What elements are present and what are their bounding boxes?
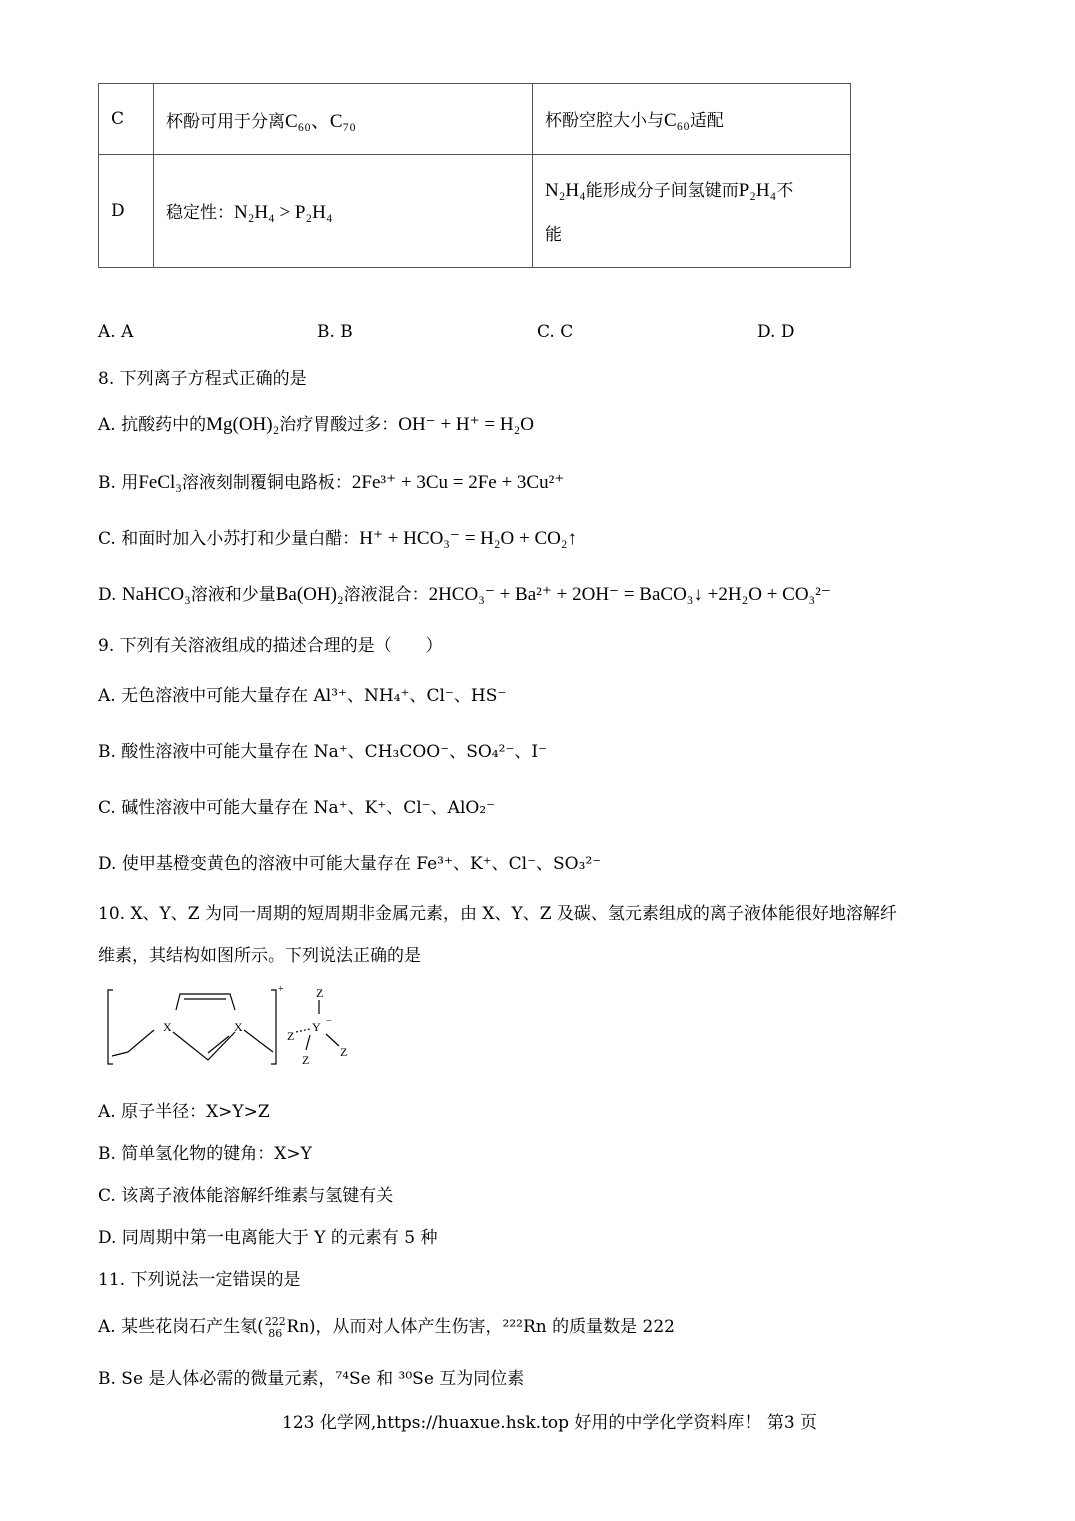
q8-option-d (98, 580, 831, 606)
reason-chem: C₆₀ (664, 110, 690, 131)
q10-option-a: A. 原子半径：X>Y>Z (98, 1102, 270, 1122)
text: )，从而对人体产生伤害，²²²Rn 的质量数是 222 (308, 1317, 675, 1337)
option-c: C. C (537, 322, 574, 342)
q10-option-b: B. 简单氢化物的键角：X>Y (98, 1144, 312, 1164)
option-d: D. D (757, 322, 795, 342)
row-label: D (99, 155, 154, 268)
q8-option-a (98, 410, 534, 436)
chem: Ba(OH)₂ (275, 584, 344, 605)
text: D. (98, 585, 117, 605)
text: 溶液和少量 (190, 585, 276, 605)
reason-suffix: 适配 (689, 111, 724, 131)
text: 溶液刻制覆铜电路板： (181, 473, 352, 493)
statement-chem: N₂H₄ > P₂H₄ (234, 202, 333, 223)
atom-y: Y (312, 1020, 321, 1034)
text: B. 用 (98, 473, 139, 493)
atom-z-bottom: Z (302, 1053, 310, 1067)
reason-text: 杯酚空腔大小与 (545, 111, 664, 131)
row-statement (154, 84, 533, 155)
q11-option-a (98, 1312, 675, 1340)
statement-text: 稳定性： (166, 203, 234, 223)
q8-stem: 8. 下列离子方程式正确的是 (98, 369, 307, 389)
chem: Mg(OH)₂ (206, 414, 280, 435)
q9-option-b: B. 酸性溶液中可能大量存在 Na⁺、CH₃COO⁻、SO₄²⁻、I⁻ (98, 742, 548, 762)
text: A. 抗酸药中的 (98, 415, 207, 435)
reason-chem-a: N₂H₄ (545, 180, 586, 201)
equation: OH⁻ + H⁺ = H₂O (398, 414, 534, 435)
statement-chem: C₆₀、C₇₀ (285, 110, 356, 132)
reason-suffix: 不 (776, 181, 794, 201)
statement-text: 杯酚可用于分离 (166, 111, 285, 132)
table-row-c (99, 84, 851, 155)
option-b: B. B (317, 322, 353, 342)
element-symbol: Rn (286, 1316, 309, 1337)
q8-option-b (98, 468, 564, 494)
equation: H⁺ + HCO₃⁻ = H₂O + CO₂↑ (359, 528, 577, 549)
atomic-number: 86 (268, 1326, 283, 1340)
chem: NaHCO₃ (121, 584, 191, 605)
reason-mid: 能形成分子间氢键而 (585, 181, 739, 201)
row-reason (533, 155, 851, 268)
atom-z-top: Z (316, 986, 324, 1000)
q9-stem: 9. 下列有关溶液组成的描述合理的是（ ） (98, 636, 443, 656)
ionic-liquid-structure-figure (98, 982, 368, 1072)
text: 溶液混合： (343, 585, 429, 605)
cation-charge: + (278, 984, 284, 995)
q9-option-d: D. 使甲基橙变黄色的溶液中可能大量存在 Fe³⁺、K⁺、Cl⁻、SO₃²⁻ (98, 854, 602, 874)
q10-stem-line2: 维素，其结构如图所示。下列说法正确的是 (98, 946, 421, 966)
anion-charge: − (326, 1016, 332, 1027)
row-label: C (99, 84, 154, 155)
page-footer: 123 化学网,https://huaxue.hsk.top 好用的中学化学资料库！ 第3 页 (282, 1413, 818, 1433)
q10-option-d: D. 同周期中第一电离能大于 Y 的元素有 5 种 (98, 1228, 438, 1248)
table-row-d (99, 155, 851, 268)
q10-stem-line1: 10. X、Y、Z 为同一周期的短周期非金属元素，由 X、Y、Z 及碳、氢元素组成的离子液体能很好地溶解纤 (98, 904, 897, 924)
q10-option-c: C. 该离子液体能溶解纤维素与氢键有关 (98, 1186, 394, 1206)
row-statement (154, 155, 533, 268)
text: 治疗胃酸过多： (279, 415, 399, 435)
reason-chem-b: P₂H₄ (738, 180, 777, 201)
option-a: A. A (98, 322, 134, 342)
q9-option-c: C. 碱性溶液中可能大量存在 Na⁺、K⁺、Cl⁻、AlO₂⁻ (98, 798, 496, 818)
atom-x-left: X (163, 1020, 172, 1034)
mass-number: 222 (264, 1314, 286, 1328)
atom-z-right: Z (340, 1045, 348, 1059)
atom-z-left: Z (287, 1029, 295, 1043)
equation: 2HCO₃⁻ + Ba²⁺ + 2OH⁻ = BaCO₃↓ +2H₂O + CO₃²⁻ (428, 584, 831, 605)
text: A. 某些花岗石产生氡( (98, 1317, 264, 1337)
equation: 2Fe³⁺ + 3Cu = 2Fe + 3Cu²⁺ (351, 472, 565, 493)
reason-line-1 (545, 167, 838, 215)
q11-option-b: B. Se 是人体必需的微量元素，⁷⁴Se 和 ³⁰Se 互为同位素 (98, 1369, 525, 1389)
row-reason (533, 84, 851, 155)
q8-option-c (98, 524, 577, 550)
reason-line-2: 能 (545, 225, 562, 245)
q11-stem: 11. 下列说法一定错误的是 (98, 1270, 301, 1290)
nuclide-notation (265, 1316, 286, 1340)
atom-x-right: X (234, 1020, 243, 1034)
q9-option-a: A. 无色溶液中可能大量存在 Al³⁺、NH₄⁺、Cl⁻、HS⁻ (98, 686, 507, 706)
q7-table (98, 83, 851, 268)
chem: FeCl₃ (138, 472, 182, 493)
text: C. 和面时加入小苏打和少量白醋： (98, 529, 360, 549)
